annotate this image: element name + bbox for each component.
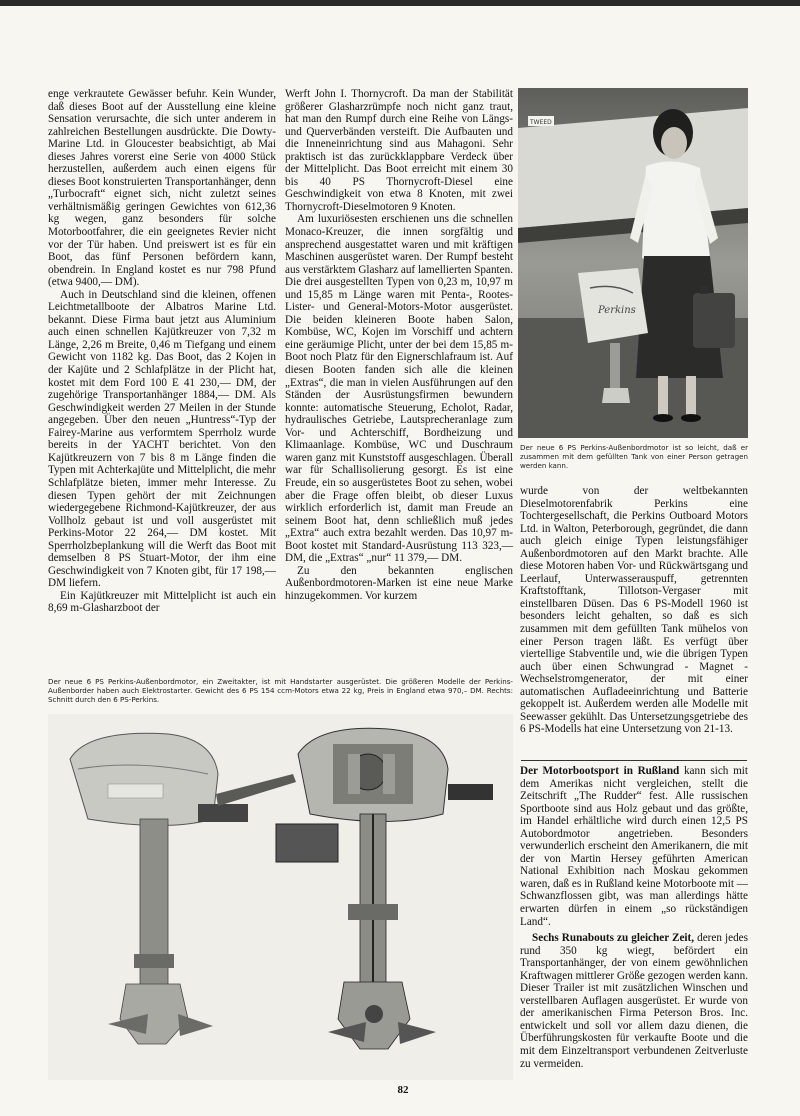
paragraph: enge verkrautete Gewässer befuhr. Kein Wunder, daß dieses Boot auf der Ausstellung eine kleine Sensation verursachte, die sich unter anderem in zahlreichen Bestellungen ausdrückte. Die Dowty-Marine Ltd. in Gloucester beabsichtigt, ab Mai dieses Jahres vorerst eine Serie von 4000 Stück herzustellen, außerdem auch einen eigens für dieses Boot konstruierten Transportanhänger, denn „Turbocraft“ eignet sich, nicht zuletzt seines verhältnismäßig geringen Gewichtes von 612,36 kg wegen, ganz besonders für solche Motorbootfahrer, die ein geeignetes Revier nicht vor der Tür haben. Und preiswert ist es für ein Boot, das fünf Personen befördern kann, obendrein. In England kostet es nur 798 Pfund (etwa 9400,— DM).: [48, 88, 276, 289]
photo-woman-carrying-outboard: [518, 88, 748, 438]
paragraph: Zu den bekannten englischen Außenbordmotoren-Marken ist eine neue Marke hinzugekommen. Vor kurzem: [285, 564, 513, 602]
article-column-2: [285, 88, 513, 673]
photo-caption-top: Der neue 6 PS Perkins-Außenbordmotor ist so leicht, daß er zusammen mit dem gefüllten Tank von einer Person getragen werden kann.: [520, 443, 748, 471]
section-divider: [521, 760, 747, 761]
paragraph: Auch in Deutschland sind die kleinen, offenen Leichtmetallboote der Albatros Marine Ltd. bekannt. Diese Firma baut jetzt aus Aluminium auch einen schnellen Kajütkreuzer von 7,32 m Länge, 2,26 m Breite, 0,46 m Tiefgang und einem Gewicht von 1182 kg. Das Boot, das 2 Kojen in der Kajüte und 2 Schlafplätze in der Plicht hat, kostet mit dem Ford 100 E 41 230,— DM, der zugehörige Transportanhänger 1884,— DM. Als Geschwindigkeit werden 27 Meilen in der Stunde angegeben. Über den neuen „Huntress“-Typ der Fairey-Marine aus verformtem Sperrholz wurde bereits in der YACHT berichtet. Von den Kajütkreuzern von 7 bis 8 m Länge finden die Typen mit Achterkajüte und Mittelplicht, die mehr Schlafplätze bieten, immer mehr Interesse. Zu diesen Typen gehört der mit Zeichnungen wiedergegebene Richmond-Kajütkreuzer, der aus Vollholz gebaut ist und voll ausgerüstet mit Perkins-Motor 22 264,— DM kostet. Mit Sperrholzbeplankung will die Werft das Boot mit demselben 8 PS Stuart-Motor, der ihm eine Geschwindigkeit von 7 Knoten gibt, für 17 198,— DM liefern.: [48, 288, 276, 590]
paragraph: Am luxuriösesten erschienen uns die schnellen Monaco-Kreuzer, die innen sorgfältig und ansprechend ausgestattet waren und mit kräftigen Maschinen ausgerüstet waren. Der Rumpf besteht aus verstärktem Glasharz auf lamellierten Spanten. Die drei ausgestellten Typen von 0,23 m, 10,97 m und 15,85 m Länge waren mit Penta-, Rootes-Lister- und General-Motors-Motor ausgerüstet. Die beiden kleineren Boote haben Salon, Kombüse, WC, Kojen im Vorschiff und achtern eine geräumige Plicht, unter der bei dem 15,85 m-Boot noch Platz für den Eignerschlafraum ist. Auf diesen Booten fanden sich alle die kleinen „Extras“, die man in vielen Ausführungen auf den Ständen der Ausrüstungsfirmen bewundern konnte: automatische Steuerung, Echolot, Radar, hydraulisches Getriebe, Lautsprecheranlage zum Vor- und Achterschiff, Bordheizung und Klimaanlage. Kombüse, WC und Duschraum waren ganz mit Kunststoff ausgeschlagen. Überall war für Schallisolierung gesorgt. Es ist eine Freude, ein so ausgerüstetes Boot zu sehen, wobei aber die Frage offen bleibt, ob dieser Luxus wirklich erforderlich ist, damit man Freude an seinem Boot hat, denn schließlich muß jedes „Extra“ auch extra bezahlt werden. Das 10,97 m-Boot kostet mit Standard-Ausrüstung 113 323,— DM, die „Extras“ „nur“ 11 379,— DM.: [285, 213, 513, 565]
news-item-russia: [520, 765, 748, 928]
article-column-3-lower: [520, 765, 748, 1110]
article-column-1: [48, 88, 276, 673]
tank-label: TWEED: [530, 119, 552, 126]
news-item-heading: Sechs Runabouts zu gleicher Zeit,: [532, 932, 695, 945]
photo-illustration: [518, 88, 748, 438]
photo-illustration: [48, 714, 513, 1080]
news-item-heading: Der Motorbootsport in Rußland: [520, 765, 680, 777]
paragraph: Werft John I. Thornycroft. Da man der Stabilität größerer Glasharzrümpfe noch nicht ganz traut, hat man den Rumpf durch eine Reihe von Längs- und Querverbänden versteift. Die Aufbauten und die Inneneinrichtung sind aus Mahagoni. Sehr praktisch ist das zurückklappbare Verdeck über der Mittelplicht. Das Boot erreicht mit einem 30 bis 40 PS Thornycroft-Diesel eine Geschwindigkeit von etwa 8 Knoten, mit zwei Thornycroft-Dieselmotoren 9 Knoten.: [285, 88, 513, 213]
paragraph: wurde von der weltbekannten Dieselmotorenfabrik Perkins eine Tochtergesellschaft, die Perkins Outboard Motors Ltd. in Walton, Peterborough, gegründet, die dann auch gleich einige Typen leistungsfähiger Außenbordmotoren auf den Markt brachte. Alle diese Motoren haben Vor- und Rückwärtsgang und Leerlauf, Unterwasserauspuff, getrennten Kraftstofftank, Tillotson-Vergaser mit einstellbaren Düsen. Das 6 PS-Modell 1960 ist besonders leicht gehalten, so daß es sich zusammen mit dem gefüllten Tank mühelos von einer Person tragen läßt. Es verfügt über viertellige Stabventile und, wie die übrigen Typen auch über einen Schwungrad - Magnet - Wechselstromgenerator, der mit einer automatischen Aufladeeinrichtung und Batterie gekoppelt ist. Außerdem werden alle Modelle mit Seewasser gekühlt. Das Untersetzungsgetriebe des 6 PS-Modells hat eine Untersetzung von 21-13.: [520, 485, 748, 736]
photo-caption-bottom: Der neue 6 PS Perkins-Außenbordmotor, ein Zweitakter, ist mit Handstarter ausgerüstet. Die größeren Modelle der Perkins-Außenborder haben auch Elektrostarter. Gewicht des 6 PS 154 ccm-Motors etwa 22 kg, Preis in England etwa 970,– DM. Rechts: Schnitt durch den 6 PS-Perkins.: [48, 677, 513, 705]
motor-logo-text: Perkins: [598, 305, 636, 316]
photo-outboard-motor-and-cutaway: [48, 714, 513, 1080]
article-column-3-upper: [520, 485, 748, 755]
page-number: 82: [397, 1084, 409, 1096]
news-item-body: kann sich mit dem Amerikas nicht vergleichen, stellt die Zeitschrift „The Rudder“ fest. Alle russischen Sportboote sind aus Holz gebaut und das größte, im Handel erhältliche wird durch einen 12,5 PS Autobordmotor angetrieben. Besonders verwunderlich erscheint den Amerikanern, die mit der von Martin Hersey geführten American National Exhibition nach Moskau gekommen waren, daß es in Rußland keine Motorboote mit — Schwanzflossen gibt, was man allerdings hätte erwarten dürfen in einem „so rückständigen Land“.: [520, 765, 748, 928]
paragraph: Ein Kajütkreuzer mit Mittelplicht ist auch ein 8,69 m-Glasharzboot der: [48, 589, 276, 615]
news-item-body: deren jedes rund 350 kg wiegt, befördert ein Transportanhänger, der von einem gewöhnlichen Kraftwagen mittlerer Größe gezogen werden kann. Dieser Trailer ist mit zusätzlichen Winschen und verstellbaren Auflagen ausgerüstet. Er wurde von der amerikanischen Firma Peterson Bros. Inc. entwickelt und soll vor allem dazu dienen, die Überführungskosten für verkaufte Boote und die mit dem Einzeltransport verbundenen Zeitverluste zu vermeiden.: [520, 932, 748, 1070]
news-item-runabouts: [520, 932, 748, 1070]
scan-top-edge: [0, 0, 800, 6]
